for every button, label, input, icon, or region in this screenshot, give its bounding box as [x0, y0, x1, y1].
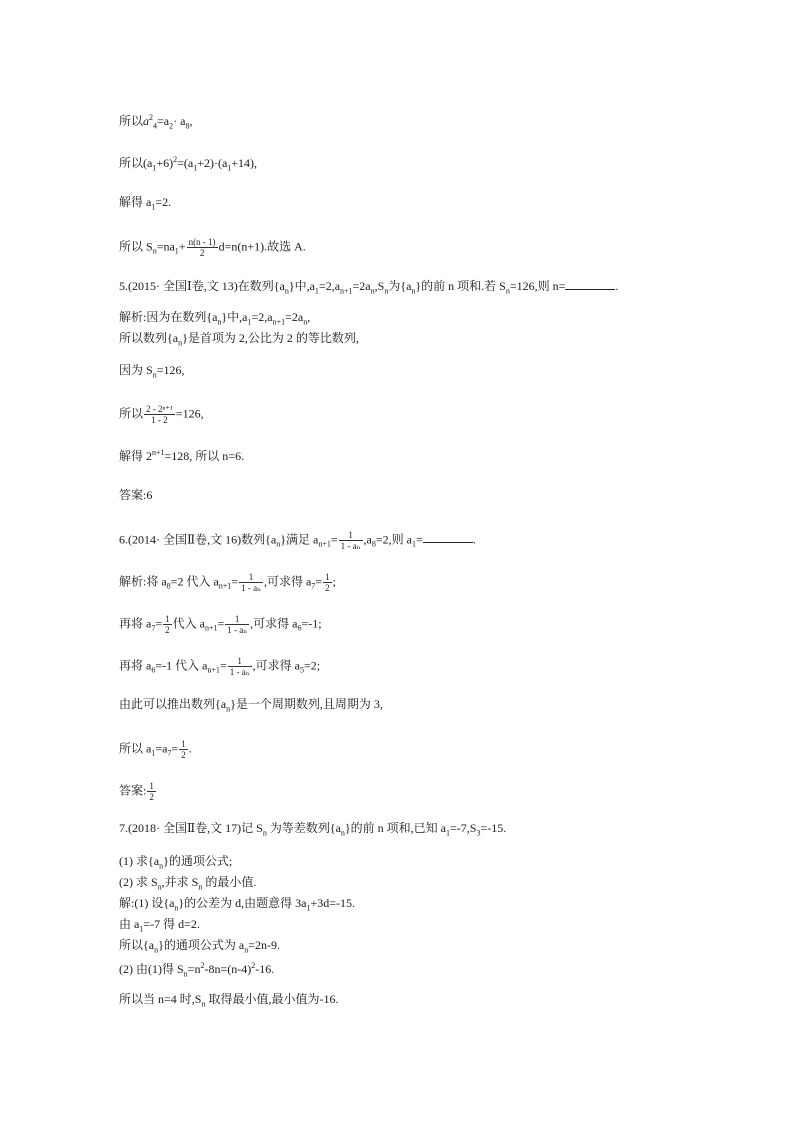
text-run: =126, — [175, 406, 204, 421]
text-run: ,可求得 a — [250, 616, 298, 631]
text-run: -16. — [255, 962, 275, 976]
fraction — [339, 530, 363, 551]
superscript: 2 — [251, 961, 256, 970]
subscript: 3 — [476, 828, 481, 838]
text-run: 解析:将 a — [119, 574, 167, 589]
text-line — [119, 195, 171, 214]
text-run: =2a — [352, 279, 371, 293]
subscript: 6 — [151, 665, 156, 675]
text-line — [119, 237, 306, 259]
text-run: =a — [155, 741, 168, 756]
text-run: =a — [157, 114, 170, 128]
text-run: =126, — [156, 363, 185, 377]
text-run: 所以 a — [119, 741, 152, 756]
text-run: 因为 S — [119, 363, 153, 377]
text-run: 由此可以推出数列{a — [119, 697, 227, 711]
text-run: +14), — [231, 156, 258, 170]
superscript: n+1 — [152, 448, 165, 457]
text-run: 7.(2018· 全国Ⅱ卷,文 17)记 S — [119, 821, 263, 835]
text-run: +3d=-15. — [310, 896, 356, 910]
subscript: 1 — [174, 246, 179, 256]
text-run: =(a — [177, 156, 194, 170]
fraction — [163, 614, 172, 635]
subscript: 8 — [185, 121, 190, 131]
subscript: n — [226, 704, 231, 714]
text-run: }是首项为 2,公比为 2 的等比数列, — [182, 331, 359, 345]
subscript: n — [201, 999, 206, 1009]
text-run: 解得 2 — [119, 449, 153, 463]
text-run: 所以 — [119, 114, 144, 128]
fraction-denominator: 1 - 2 — [151, 415, 168, 425]
subscript: n — [384, 286, 389, 296]
text-run: 由 a — [119, 917, 140, 931]
text-line — [119, 739, 192, 761]
subscript: 7 — [167, 748, 172, 758]
fraction-numerator: 1 — [239, 572, 263, 583]
text-run: =128, 所以 n=6. — [164, 449, 245, 463]
fraction — [147, 781, 156, 802]
text-run: =2; — [303, 658, 321, 673]
text-line — [119, 917, 200, 936]
fraction-numerator: 1 — [181, 739, 186, 749]
text-run: 5.(2015· 全国Ⅰ卷,文 13)在数列{a — [119, 279, 285, 293]
text-run: =-7 得 d=2. — [143, 917, 200, 931]
subscript: n — [183, 969, 188, 979]
text-line — [119, 153, 257, 175]
subscript: 1 — [152, 163, 157, 173]
subscript: n — [340, 828, 345, 838]
text-run: = — [231, 574, 239, 589]
text-run: =2,a — [251, 310, 273, 324]
text-run: }的公差为 d,由题意得 3a — [178, 896, 307, 910]
text-line — [119, 875, 256, 894]
text-run: = — [415, 532, 423, 547]
math-variable: a — [143, 114, 150, 128]
subscript: n — [262, 828, 267, 838]
text-run: 所以 S — [119, 239, 153, 254]
text-run: 所以当 n=4 时,S — [119, 992, 202, 1006]
subscript: n+1 — [318, 539, 331, 549]
subscript: 1 — [411, 539, 416, 549]
fraction-denominator: 1 - aₙ — [229, 667, 250, 677]
fraction-denominator: 1 - aₙ — [241, 583, 261, 593]
subscript: 7 — [151, 623, 156, 633]
fraction-numerator: 1 — [228, 656, 252, 667]
text-run: ,可求得 a — [252, 658, 300, 673]
text-run: ,S — [374, 279, 385, 293]
subscript: n — [174, 903, 179, 913]
subscript: n — [154, 945, 159, 955]
fraction — [239, 572, 263, 593]
text-line — [119, 614, 322, 636]
text-run: =2. — [155, 195, 172, 209]
subscript: n+1 — [340, 286, 353, 296]
text-run: = — [330, 532, 338, 547]
subscript: n — [303, 317, 308, 327]
superscript: 2 — [200, 961, 205, 970]
text-run: , — [189, 114, 193, 128]
text-run: =2,a — [318, 279, 341, 293]
fraction — [187, 237, 218, 258]
subscript: n — [178, 338, 183, 348]
text-run: 答案: — [119, 783, 147, 798]
text-line — [119, 992, 338, 1011]
fraction-numerator: 1 — [339, 530, 363, 541]
subscript: n — [276, 539, 281, 549]
text-run: }满足 a — [280, 532, 319, 547]
fraction-denominator: 2 — [199, 248, 205, 258]
text-line — [119, 279, 618, 298]
subscript: n — [370, 286, 375, 296]
subscript: n — [411, 286, 416, 296]
text-run: =-15. — [480, 821, 507, 835]
text-run: = — [315, 574, 323, 589]
subscript: n+1 — [207, 665, 220, 675]
subscript: 8 — [166, 581, 171, 591]
text-run: . — [615, 279, 619, 293]
subscript: 1 — [193, 163, 198, 173]
text-run: 6.(2014· 全国Ⅱ卷,文 16)数列{a — [119, 532, 277, 547]
text-line — [119, 363, 184, 382]
text-run: 所以{a — [119, 938, 155, 952]
subscript: n+1 — [272, 317, 286, 327]
text-line — [119, 959, 274, 981]
text-run: 为等差数列{a — [266, 821, 341, 835]
fraction-denominator: 2 — [149, 792, 154, 802]
text-run: 解得 a — [119, 195, 152, 209]
subscript: n — [217, 317, 222, 327]
text-line — [119, 331, 359, 350]
fraction — [228, 656, 252, 677]
text-run: (2) 求 S — [119, 875, 158, 889]
text-run: =2 代入 a — [170, 574, 219, 589]
text-run: 解析:因为在数列{a — [119, 310, 218, 324]
text-run: 代入 a — [172, 616, 205, 631]
subscript: 4 — [153, 121, 158, 131]
text-run: 所以数列{a — [119, 331, 179, 345]
text-run: =126,则 n= — [509, 279, 566, 293]
text-run: , — [307, 310, 311, 324]
subscript: 1 — [227, 163, 232, 173]
text-run: ,可求得 a — [263, 574, 312, 589]
text-run: }是一个周期数列,且周期为 3, — [230, 697, 383, 711]
subscript: n+1 — [204, 623, 218, 633]
text-run: = — [171, 741, 179, 756]
text-line — [119, 446, 244, 463]
fraction-numerator: 1 — [149, 781, 154, 791]
fraction-numerator: 2 - 2ⁿ⁺¹ — [146, 404, 173, 414]
fraction-denominator: 2 — [325, 583, 330, 593]
subscript: n — [505, 286, 510, 296]
text-run: +6) — [156, 156, 174, 170]
text-line — [119, 697, 383, 716]
fraction — [179, 739, 188, 760]
text-run: }的通项公式为 a — [158, 938, 245, 952]
subscript: n — [152, 370, 157, 380]
text-line — [119, 572, 336, 594]
text-run: 解:(1) 设{a — [119, 896, 175, 910]
subscript: n — [157, 882, 162, 892]
subscript: 1 — [306, 903, 311, 913]
subscript: n — [152, 246, 157, 256]
fraction-denominator: 2 — [181, 750, 186, 760]
subscript: 1 — [151, 202, 156, 212]
text-run: }的前 n 项和.若 S — [415, 279, 506, 293]
subscript: 8 — [371, 539, 376, 549]
subscript: 1 — [151, 748, 156, 758]
fraction — [144, 404, 175, 425]
text-run: 为{a — [388, 279, 412, 293]
text-run: ; — [332, 574, 336, 589]
fraction-numerator: 1 — [165, 614, 170, 624]
subscript: 6 — [297, 623, 302, 633]
text-line — [119, 854, 232, 873]
fraction — [323, 572, 332, 593]
text-run: =na — [156, 239, 175, 254]
subscript: 1 — [446, 828, 451, 838]
fraction-denominator: 2 — [165, 625, 170, 635]
text-run: }中,a — [288, 279, 315, 293]
text-run: 再将 a — [119, 658, 152, 673]
text-line — [119, 404, 204, 425]
superscript: 2 — [173, 155, 178, 164]
subscript: n — [244, 945, 249, 955]
text-run: = — [219, 658, 227, 673]
fraction-numerator: n(n - 1) — [188, 237, 216, 247]
text-line — [119, 781, 157, 802]
text-run: =-7,S — [450, 821, 477, 835]
text-run: 的最小值. — [202, 875, 257, 889]
text-run: . — [472, 532, 476, 547]
text-run: =2a — [285, 310, 304, 324]
answer-blank — [423, 532, 473, 543]
subscript: n — [198, 882, 203, 892]
text-run: }中,a — [221, 310, 248, 324]
text-run: = — [217, 616, 225, 631]
text-run: (2) 由(1)得 S — [119, 962, 184, 976]
text-run: =n — [187, 962, 201, 976]
text-run: }的前 n 项和,已知 a — [344, 821, 447, 835]
text-line — [119, 111, 192, 133]
text-line — [119, 821, 506, 840]
text-line — [119, 310, 310, 329]
fraction — [225, 614, 249, 635]
fraction-denominator: 1 - aₙ — [227, 625, 248, 635]
text-line — [119, 488, 152, 502]
text-run: d=n(n+1).故选 A. — [218, 239, 306, 254]
text-run: · a — [173, 114, 186, 128]
subscript: 7 — [311, 581, 316, 591]
text-run: (1) 求{a — [119, 854, 160, 868]
subscript: 1 — [139, 924, 144, 934]
text-run: 所以 — [119, 406, 144, 421]
text-run: 再将 a — [119, 616, 152, 631]
text-run: . — [188, 741, 192, 756]
text-run: = — [155, 616, 163, 631]
text-run: =2n-9. — [248, 938, 280, 952]
text-run: =-1; — [301, 616, 322, 631]
subscript: 5 — [299, 665, 304, 675]
text-line — [119, 530, 476, 552]
text-run: + — [178, 239, 186, 254]
subscript: 1 — [314, 286, 319, 296]
subscript: 2 — [169, 121, 174, 131]
text-run: =2,则 a — [375, 532, 412, 547]
text-run: }的通项公式; — [163, 854, 233, 868]
text-run: +2)·(a — [197, 156, 228, 170]
text-run: =-1 代入 a — [155, 658, 208, 673]
fraction-denominator: 1 - aₙ — [340, 541, 361, 551]
text-run: ,并求 S — [161, 875, 199, 889]
fraction-numerator: 1 — [225, 614, 249, 625]
subscript: 1 — [247, 317, 252, 327]
subscript: n — [284, 286, 289, 296]
answer-blank — [565, 279, 615, 290]
text-line — [119, 896, 355, 915]
superscript: 2 — [149, 113, 154, 122]
text-run: 答案:6 — [119, 488, 153, 502]
subscript: n — [159, 861, 164, 871]
fraction-numerator: 1 — [325, 572, 330, 582]
text-run: -8n=(n-4) — [204, 962, 252, 976]
text-run: 所以(a — [119, 156, 153, 170]
text-line — [119, 656, 320, 678]
text-line — [119, 938, 280, 957]
text-run: ,a — [363, 532, 372, 547]
subscript: n+1 — [218, 581, 232, 591]
text-run: 取得最小值,最小值为-16. — [205, 992, 339, 1006]
